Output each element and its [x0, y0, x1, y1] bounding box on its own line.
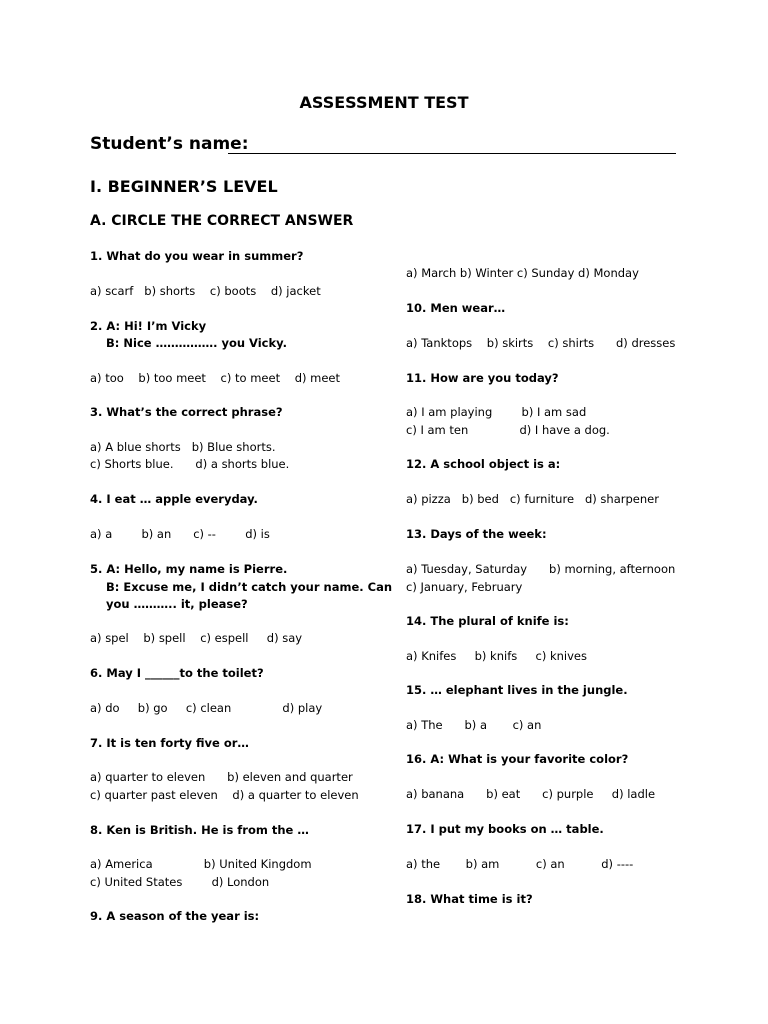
question-text: 6. May I ______to the toilet?: [90, 666, 264, 680]
question-text: 7. It is ten forty five or…: [90, 736, 249, 750]
section-heading: A. CIRCLE THE CORRECT ANSWER: [90, 213, 354, 229]
question-text: you ……….. it, please?: [90, 597, 248, 611]
question-text: 1. What do you wear in summer?: [90, 249, 304, 263]
student-name-label: Student’s name:: [90, 134, 249, 154]
answer-options: a) quarter to eleven b) eleven and quarter: [90, 770, 353, 784]
question-text: 3. What’s the correct phrase?: [90, 405, 283, 419]
question-text: 4. I eat … apple everyday.: [90, 492, 258, 506]
question-text: 17. I put my books on … table.: [406, 822, 604, 836]
answer-options: c) United States d) London: [90, 875, 270, 889]
answer-options: c) quarter past eleven d) a quarter to eleven: [90, 788, 359, 802]
answer-options: a) The b) a c) an: [406, 718, 542, 732]
answer-options: a) do b) go c) clean d) play: [90, 701, 323, 715]
question-text: 14. The plural of knife is:: [406, 614, 569, 628]
question-text: 18. What time is it?: [406, 892, 533, 906]
question-text: 15. … elephant lives in the jungle.: [406, 683, 628, 697]
answer-options: a) I am playing b) I am sad: [406, 405, 587, 419]
question-text: 12. A school object is a:: [406, 457, 561, 471]
page-title: ASSESSMENT TEST: [299, 93, 469, 112]
answer-options: a) pizza b) bed c) furniture d) sharpener: [406, 492, 659, 506]
question-text: 16. A: What is your favorite color?: [406, 752, 629, 766]
answer-options: a) Knifes b) knifs c) knives: [406, 649, 587, 663]
answer-options: a) banana b) eat c) purple d) ladle: [406, 787, 656, 801]
answer-options: a) March b) Winter c) Sunday d) Monday: [406, 266, 639, 280]
answer-options: a) too b) too meet c) to meet d) meet: [90, 371, 341, 385]
question-text: B: Excuse me, I didn’t catch your name. Can: [90, 580, 393, 594]
answer-options: a) Tuesday, Saturday b) morning, afternoon: [406, 562, 676, 576]
answer-options: a) spel b) spell c) espell d) say: [90, 631, 303, 645]
question-text: 10. Men wear…: [406, 301, 506, 315]
answer-options: a) A blue shorts b) Blue shorts.: [90, 440, 276, 454]
question-text: 8. Ken is British. He is from the …: [90, 823, 309, 837]
answer-options: a) Tanktops b) skirts c) shirts d) dresses: [406, 336, 676, 350]
question-text: 9. A season of the year is:: [90, 909, 260, 923]
answer-options: c) I am ten d) I have a dog.: [406, 423, 610, 437]
answer-options: c) Shorts blue. d) a shorts blue.: [90, 457, 290, 471]
question-text: 5. A: Hello, my name is Pierre.: [90, 562, 288, 576]
answer-options: a) America b) United Kingdom: [90, 857, 312, 871]
question-text: 11. How are you today?: [406, 371, 559, 385]
question-text: 2. A: Hi! I’m Vicky: [90, 319, 207, 333]
answer-options: a) scarf b) shorts c) boots d) jacket: [90, 284, 321, 298]
answer-options: a) a b) an c) -- d) is: [90, 527, 270, 541]
student-name-line: [228, 153, 676, 154]
level-heading: I. BEGINNER’S LEVEL: [90, 177, 278, 196]
question-text: B: Nice ……………. you Vicky.: [90, 336, 287, 350]
answer-options: a) the b) am c) an d) ----: [406, 857, 634, 871]
answer-options: c) January, February: [406, 580, 523, 594]
question-text: 13. Days of the week:: [406, 527, 547, 541]
